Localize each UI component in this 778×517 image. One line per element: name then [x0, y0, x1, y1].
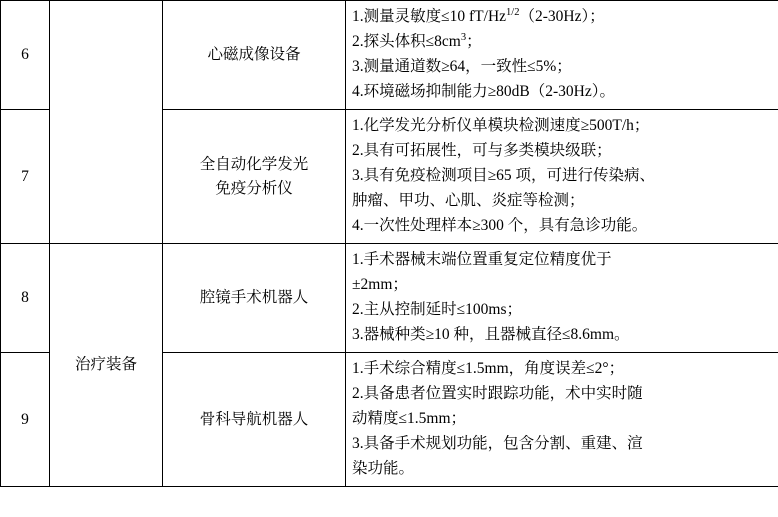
spec-line: 1.测量灵敏度≤10 $fT/Hz^{1/2}(2-30Hz)$；: [352, 6, 605, 25]
equipment-name-line1: 全自动化学发光: [199, 155, 309, 173]
spec-line: 3.具有免疫检测项目≥65 项，可进行传染病、: [352, 167, 656, 185]
spec-line: 3.具备手术规划功能，包含分割、重建、渲: [352, 435, 643, 453]
equipment-name: 骨科导航机器人: [163, 353, 346, 487]
spec-line: 2.具有可拓展性，可与多类模块级联；: [352, 142, 612, 160]
spec-line: 染功能。: [352, 460, 415, 478]
spec-line: 4.环境磁场抑制能力≥80dB（2-30Hz）。: [352, 83, 615, 101]
spec-line: 1.化学发光分析仪单模块检测速度≥500T/h；: [352, 117, 650, 135]
equipment-specs: [346, 1, 778, 110]
spec-line-list: [352, 248, 778, 348]
spec-line-list: [352, 5, 778, 105]
equipment-specs: [346, 244, 778, 353]
spec-line: 4.一次性处理样本≥300 个，具有急诊功能。: [352, 217, 648, 235]
table-row: [1, 1, 778, 110]
spec-line: 2.主从控制延时≤100ms；: [352, 301, 522, 319]
row-category: 治疗装备: [50, 244, 163, 487]
equipment-name: [163, 110, 346, 244]
table-body: [1, 1, 778, 487]
spec-line: 3.测量通道数≥64，一致性≤5%；: [352, 58, 572, 76]
table-row: [1, 244, 778, 353]
equipment-name: 心磁成像设备: [163, 1, 346, 110]
equipment-name-line2: 免疫分析仪: [215, 179, 293, 197]
spec-line: 2.具备患者位置实时跟踪功能，术中实时随: [352, 385, 643, 403]
spec-line: 3.器械种类≥10 种，且器械直径≤8.6mm。: [352, 326, 630, 344]
spec-line: 动精度≤1.5mm；: [352, 410, 466, 428]
spec-line: 1.手术综合精度≤1.5mm，角度误差≤2°；: [352, 360, 625, 378]
spec-line-list: [352, 114, 778, 239]
row-number: 7: [1, 110, 50, 244]
spec-line: 肿瘤、甲功、心肌、炎症等检测；: [352, 192, 585, 210]
row-category-blank: [50, 1, 163, 244]
equipment-specs: [346, 110, 778, 244]
row-number: 6: [1, 1, 50, 110]
row-number: 8: [1, 244, 50, 353]
equipment-specs: [346, 353, 778, 487]
spec-line: ±2mm；: [352, 276, 408, 294]
spec-line: 2.探头体积$\le 8cm^3$；: [352, 31, 482, 51]
row-number: 9: [1, 353, 50, 487]
spec-line: 1.手术器械末端位置重复定位精度优于: [352, 251, 612, 269]
equipment-name: 腔镜手术机器人: [163, 244, 346, 353]
spec-line-list: [352, 357, 778, 482]
